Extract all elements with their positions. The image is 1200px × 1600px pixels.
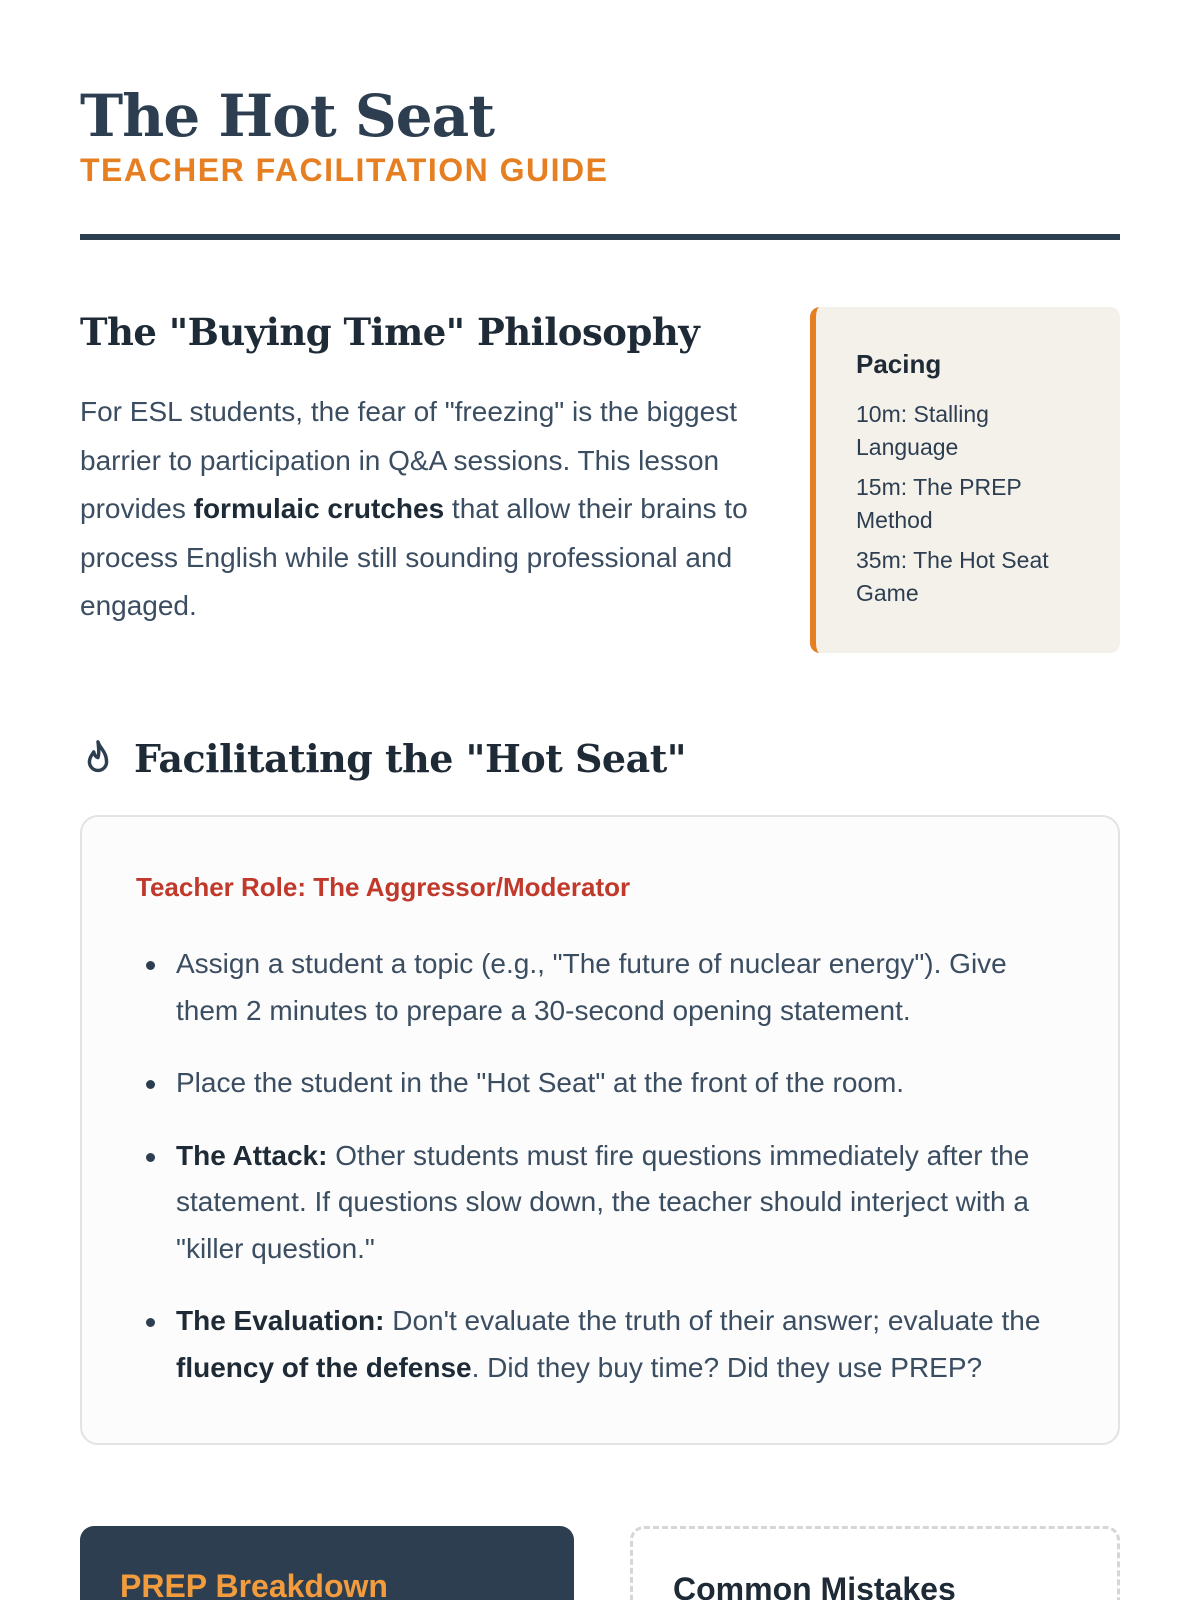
list-item (136, 1060, 1062, 1107)
common-mistakes-title: Common Mistakes (673, 1571, 956, 1600)
philosophy-text-end: that allow their brains to process English while still sounding professional and engaged. (80, 493, 748, 621)
facilitating-heading-text: Facilitating the "Hot Seat" (134, 736, 687, 781)
pacing-item: 10m: Stalling Language (856, 401, 989, 460)
flame-icon (80, 739, 116, 779)
philosophy-text-start: For ESL students, the fear of "freezing" is the biggest barrier to participation in Q&A sessions. This lesson provides (80, 396, 737, 524)
page-title: The Hot Seat (80, 82, 495, 150)
common-mistakes-card (630, 1526, 1120, 1600)
philosophy-heading: The "Buying Time" Philosophy (80, 310, 700, 354)
list-item-text: Other students must fire questions immediately after the statement. If questions slow down, the teacher should interject with a "killer question." (176, 1139, 1030, 1264)
pacing-item: 35m: The Hot Seat Game (856, 547, 1049, 606)
header-divider (80, 234, 1120, 240)
prep-breakdown-title: PREP Breakdown (120, 1568, 388, 1600)
list-item-bold: fluency of the defense (176, 1351, 472, 1383)
list-item-text-end: . Did they buy time? Did they use PREP? (471, 1351, 983, 1383)
philosophy-text-bold: formulaic crutches (193, 493, 445, 524)
list-item-lead: The Attack: (176, 1139, 328, 1171)
pacing-box (810, 307, 1120, 653)
list-item (136, 1133, 1062, 1273)
list-item-lead: The Evaluation: (176, 1305, 385, 1336)
teacher-role-list (136, 941, 1062, 1391)
facilitating-heading (80, 736, 686, 781)
list-item-text: Don't evaluate the truth of their answer; evaluate the (384, 1305, 1041, 1336)
prep-breakdown-card (80, 1526, 574, 1600)
list-item-text: Assign a student a topic (e.g., "The future of nuclear energy"). Give them 2 minutes to prepare a 30-second opening statement. (176, 948, 1007, 1026)
list-item-text: Place the student in the "Hot Seat" at the front of the room. (176, 1067, 905, 1098)
list-item (136, 941, 1062, 1034)
page-subtitle: TEACHER FACILITATION GUIDE (80, 152, 609, 188)
teacher-role-title: Teacher Role: The Aggressor/Moderator (136, 872, 631, 902)
pacing-title: Pacing (856, 349, 942, 379)
teacher-role-card (80, 815, 1120, 1445)
philosophy-paragraph (80, 388, 770, 631)
list-item (136, 1298, 1062, 1391)
pacing-item: 15m: The PREP Method (856, 474, 1022, 533)
